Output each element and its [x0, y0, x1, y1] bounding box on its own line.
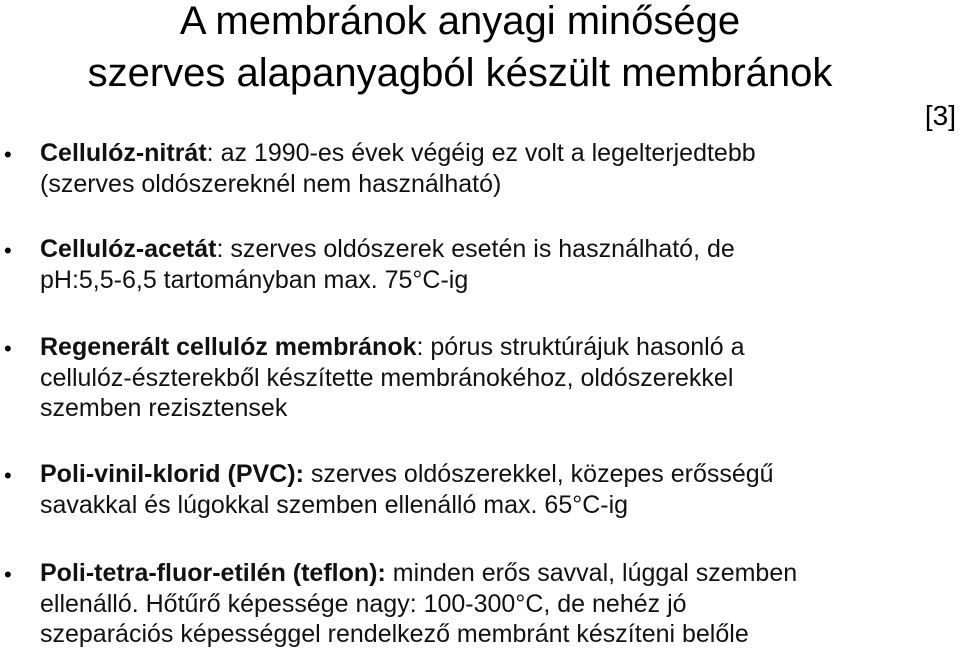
bullet-description: : szerves oldószerek esetén is használható, de	[216, 235, 735, 263]
bullet-term: Poli-tetra-fluor-etilén (teflon):	[40, 559, 386, 587]
slide-title-line-2: szerves alapanyagból készült membránok	[87, 51, 833, 95]
bullet-description: : az 1990-es évek végéig ez volt a legelterjedtebb	[206, 139, 756, 167]
bullet-line-1	[40, 558, 940, 589]
bullet-line-2: pH:5,5-6,5 tartományban max. 75°C-ig	[40, 265, 469, 294]
bullet-line-1	[40, 234, 940, 265]
reference-marker: [3]	[924, 100, 956, 131]
bullet-dot-icon: •	[4, 463, 12, 488]
bullet-line-3: szemben rezisztensek	[40, 394, 288, 422]
bullet-dot-icon: •	[4, 336, 12, 361]
bullet-text	[40, 138, 940, 199]
bullet-description: szerves oldószerekkel, közepes erősségű	[303, 460, 774, 488]
bullet-line-1	[40, 459, 940, 490]
bullet-line-1	[40, 332, 940, 363]
bullet-term: Regenerált cellulóz membránok	[40, 333, 417, 361]
bullet-text	[40, 558, 940, 650]
bullet-line-2: ellenálló. Hőtűrő képessége nagy: 100-300°C, de nehéz jó	[40, 589, 687, 618]
bullet-line-2: cellulóz-észterekből készítette membránokéhoz, oldószerekkel	[40, 363, 734, 392]
bullet-dot-icon: •	[4, 142, 12, 167]
bullet-text	[40, 234, 940, 295]
bullet-description: : pórus struktúrájuk hasonló a	[416, 333, 745, 361]
bullet-line-2: (szerves oldószereknél nem használható)	[40, 169, 502, 198]
bullet-term: Poli-vinil-klorid (PVC):	[40, 460, 304, 488]
bullet-line-1	[40, 138, 940, 169]
bullet-line-2: savakkal és lúgokkal szemben ellenálló max. 65°C-ig	[40, 490, 629, 519]
bullet-text	[40, 459, 940, 520]
bullet-text	[40, 332, 940, 424]
bullet-line-3: szeparációs képességgel rendelkező membránt készíteni belőle	[40, 620, 749, 648]
bullet-term: Cellulóz-acetát	[40, 235, 217, 263]
bullet-term: Cellulóz-nitrát	[40, 139, 207, 167]
slide-title-line-1: A membránok anyagi minősége	[179, 0, 741, 43]
bullet-dot-icon: •	[4, 562, 12, 587]
bullet-dot-icon: •	[4, 238, 12, 263]
bullet-description: minden erős savval, lúggal szemben	[385, 559, 798, 587]
